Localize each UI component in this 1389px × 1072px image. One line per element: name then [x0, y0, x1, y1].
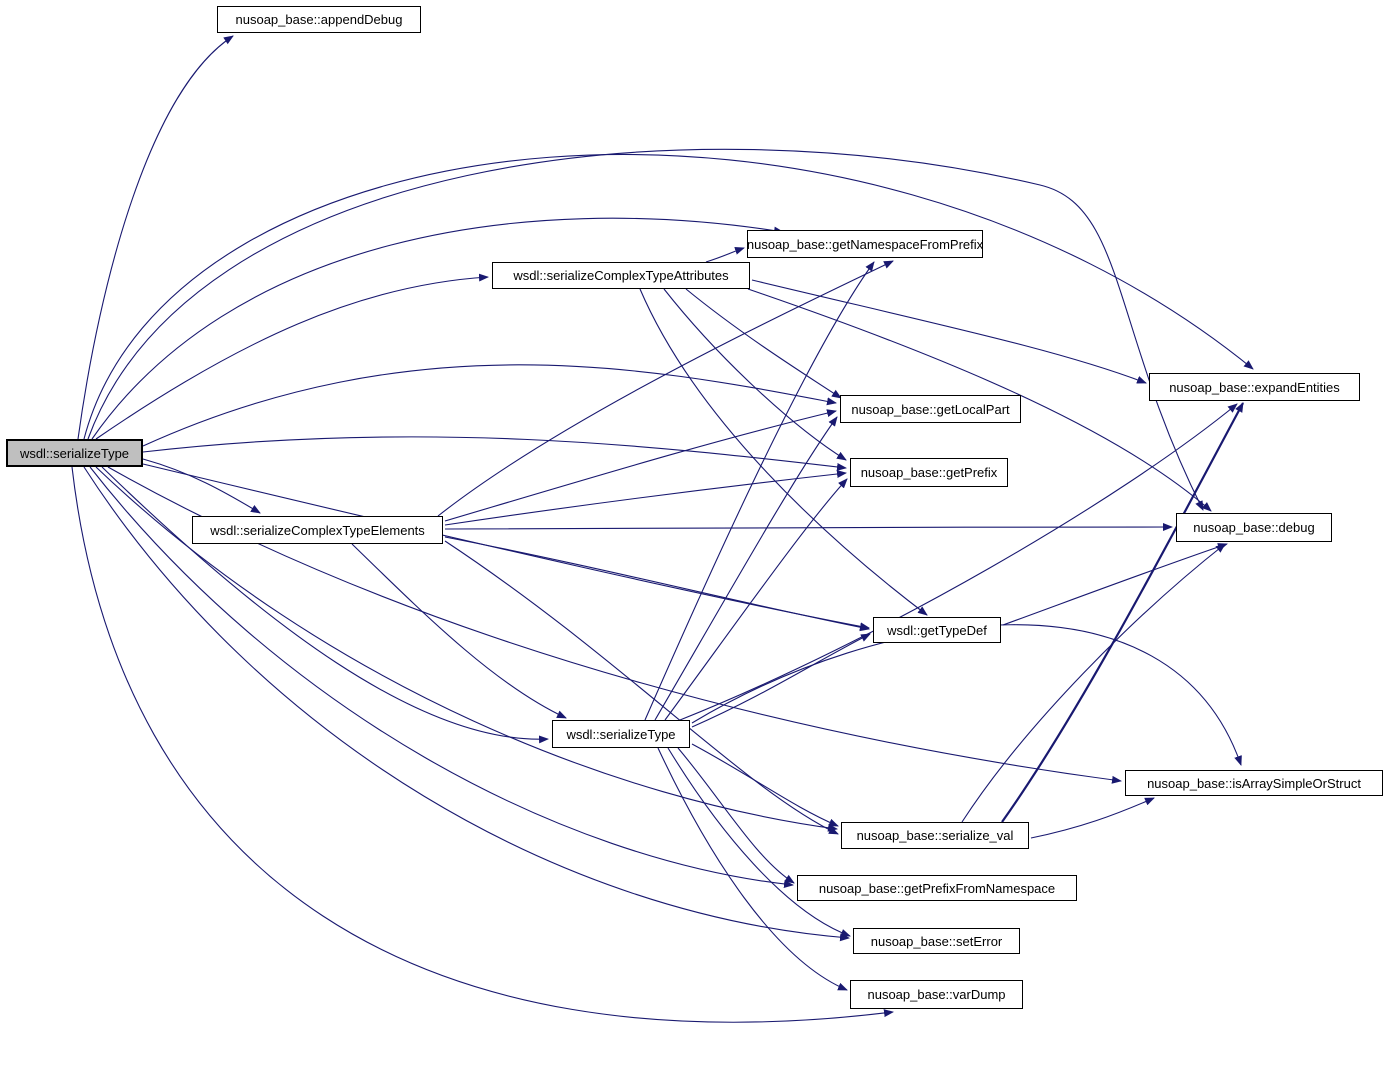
call-edge-serializeType2-setError [668, 748, 850, 936]
graph-node-getPrefixFromNamespace[interactable] [797, 875, 1077, 901]
call-edge-serializeComplexTypeElements-getLocalPart [445, 411, 836, 521]
node-label: wsdl::serializeType [566, 726, 676, 742]
call-edge-serializeComplexTypeAttributes-getLocalPart [686, 289, 841, 398]
call-edge-serializeComplexTypeElements-getTypeDef [445, 537, 869, 629]
node-label: wsdl::getTypeDef [887, 622, 987, 638]
call-edge-serializeComplexTypeAttributes-getNamespaceFromPrefix [706, 248, 744, 262]
graph-node-debug[interactable] [1176, 513, 1332, 542]
call-edge-serializeType2-serialize_val [692, 744, 838, 826]
graph-node-appendDebug[interactable] [217, 6, 421, 33]
call-edge-serializeType2-isArraySimpleOrStruct [692, 622, 1241, 765]
graph-node-expandEntities[interactable] [1149, 373, 1360, 401]
call-edge-serializeType2-getTypeDef [692, 634, 870, 727]
node-label: nusoap_base::getPrefixFromNamespace [818, 880, 1056, 896]
node-label: wsdl::serializeComplexTypeElements [210, 522, 425, 538]
node-label: nusoap_base::getLocalPart [851, 401, 1010, 417]
call-edge-getTypeDef-debug [1003, 544, 1227, 625]
call-edge-serializeType2-getNamespaceFromPrefix [645, 262, 874, 720]
call-edge-serializeType1-appendDebug [78, 36, 233, 439]
call-edge-serializeType2-expandEntities [680, 401, 1237, 720]
call-edge-serializeType2-getLocalPart [655, 417, 837, 720]
graph-node-getNamespaceFromPrefix[interactable] [747, 230, 983, 258]
node-label: nusoap_base::debug [1193, 520, 1315, 535]
node-label: nusoap_base::appendDebug [235, 12, 403, 27]
call-edge-serializeComplexTypeElements-serialize_val [445, 541, 838, 834]
call-edge-serializeType2-getPrefix [665, 479, 847, 720]
graph-node-serializeComplexTypeElements[interactable] [192, 516, 443, 544]
node-label: nusoap_base::varDump [867, 987, 1006, 1002]
node-label: wsdl::serializeType [19, 445, 130, 461]
call-edge-serializeType2-getPrefixFromNamespace [678, 748, 794, 883]
graph-node-varDump[interactable] [850, 980, 1023, 1009]
graph-node-getLocalPart[interactable] [840, 395, 1021, 423]
call-edge-serializeType1-serializeComplexTypeAttributes [96, 277, 488, 439]
graph-node-serialize_val[interactable] [841, 822, 1029, 849]
node-label: nusoap_base::setError [870, 933, 1003, 949]
node-label: nusoap_base::getPrefix [860, 465, 998, 480]
graph-node-getPrefix[interactable] [850, 458, 1008, 487]
call-edge-serializeType1-varDump [72, 467, 893, 1022]
graph-node-serializeType2[interactable] [552, 720, 690, 748]
call-edge-serializeType2-varDump [658, 748, 847, 990]
graph-node-serializeComplexTypeAttributes[interactable] [492, 262, 750, 289]
graph-node-setError[interactable] [853, 928, 1020, 954]
call-edge-serializeComplexTypeElements-getNamespaceFromPrefix [438, 261, 893, 516]
node-label: nusoap_base::getNamespaceFromPrefix [746, 236, 984, 252]
call-edge-serializeComplexTypeElements-debug [445, 527, 1172, 529]
call-edge-serialize_val-isArraySimpleOrStruct [1031, 798, 1154, 838]
graph-node-getTypeDef[interactable] [873, 617, 1001, 643]
graph-node-serializeType1[interactable] [6, 439, 143, 467]
node-label: nusoap_base::isArraySimpleOrStruct [1147, 775, 1361, 791]
graph-node-isArraySimpleOrStruct[interactable] [1125, 770, 1383, 796]
node-label: nusoap_base::expandEntities [1169, 379, 1340, 395]
call-edge-serializeType1-getTypeDef [143, 464, 869, 628]
call-edge-serializeType1-getPrefix [143, 437, 846, 468]
call-edge-serializeType1-debug [88, 149, 1203, 510]
call-edge-serializeType1-serializeComplexTypeElements [143, 459, 260, 513]
call-edge-serializeComplexTypeAttributes-getPrefix [664, 289, 846, 460]
call-edge-serializeType1-getNamespaceFromPrefix [92, 218, 783, 439]
call-edge-serializeType1-expandEntities [84, 154, 1253, 439]
node-label: wsdl::serializeComplexTypeAttributes [513, 268, 729, 283]
call-edge-serializeComplexTypeElements-getPrefix [445, 473, 846, 525]
node-label: nusoap_base::serialize_val [856, 828, 1014, 843]
